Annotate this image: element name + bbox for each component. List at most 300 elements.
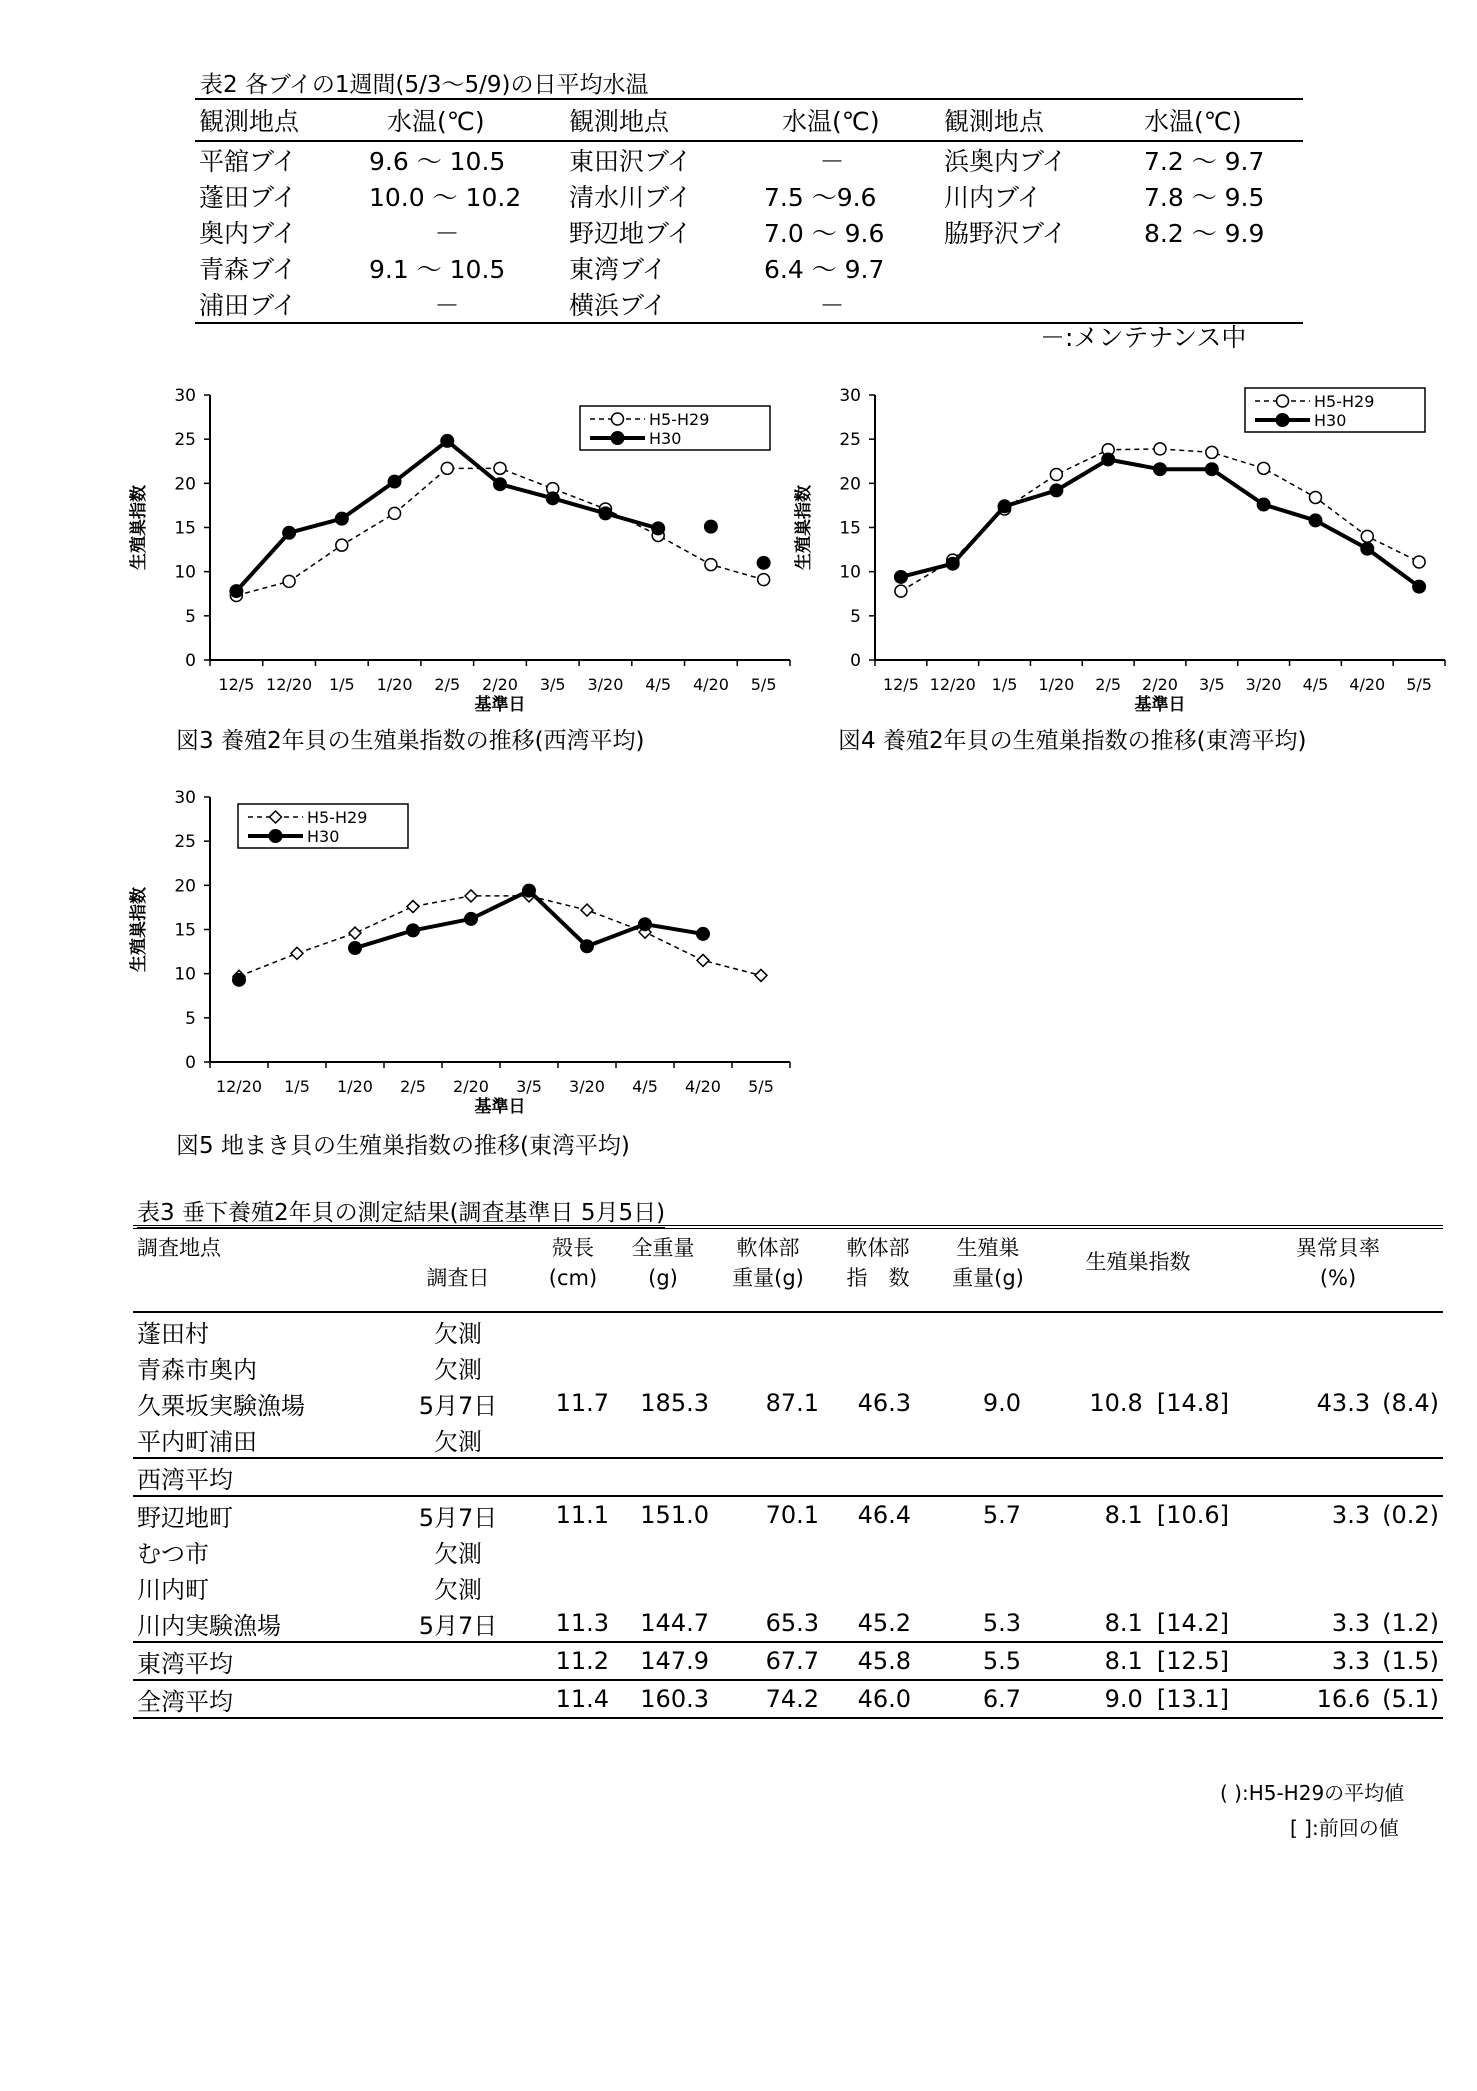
x-tick-label: 4/20 <box>1349 675 1386 694</box>
t3-softidx <box>823 1312 933 1349</box>
data-point <box>598 506 612 520</box>
data-point <box>758 574 770 586</box>
t3-site: 全湾平均 <box>133 1680 383 1718</box>
legend-marker <box>269 829 283 843</box>
data-point <box>1257 498 1271 512</box>
x-tick-label: 12/20 <box>215 1077 263 1096</box>
t3-weight <box>613 1569 713 1605</box>
x-tick-label: 1/20 <box>376 675 413 694</box>
data-point <box>1413 556 1425 568</box>
data-point <box>348 941 362 955</box>
table3-note-avg: ( ):H5-H29の平均値 <box>1220 1781 1405 1805</box>
t3-soft <box>713 1349 823 1385</box>
table2-station: 浜奥内ブイ <box>944 147 1067 176</box>
t3-gsi-cell <box>1043 1533 1233 1569</box>
t3-shell: 11.1 <box>555 1501 609 1529</box>
t3-abn-avg: (1.2) <box>1382 1609 1439 1637</box>
legend-label: H30 <box>307 827 340 846</box>
series-line-h5-h29 <box>239 896 761 976</box>
legend-label: H5-H29 <box>649 410 710 429</box>
t3-soft <box>713 1458 823 1496</box>
t3-gsi: 10.8 <box>1089 1389 1143 1417</box>
t3-h-soft-b: 重量(g) <box>732 1266 804 1290</box>
data-point <box>697 954 709 966</box>
x-axis-label: 基準日 <box>1134 695 1186 715</box>
x-tick-label: 2/5 <box>1095 675 1122 694</box>
fig5-caption: 図5 地まき貝の生殖巣指数の推移(東湾平均) <box>176 1133 630 1159</box>
t3-soft <box>713 1421 823 1458</box>
data-point <box>1101 452 1115 466</box>
table3 <box>133 1225 1443 1719</box>
y-axis-label: 生殖巣指数 <box>794 485 814 570</box>
table2-station: 野辺地ブイ <box>569 219 692 248</box>
legend-marker <box>611 431 625 445</box>
y-tick-label: 0 <box>850 651 861 671</box>
t3-shell: 11.2 <box>533 1642 613 1680</box>
y-tick-label: 20 <box>839 474 861 495</box>
t3-gonad <box>933 1421 1043 1458</box>
chart-fig5 <box>120 780 800 1135</box>
t3-weight: 160.3 <box>613 1680 713 1718</box>
data-point <box>755 969 767 981</box>
t3-site: 川内実験漁場 <box>133 1605 383 1642</box>
y-tick-label: 5 <box>850 606 861 627</box>
t3-soft: 65.3 <box>713 1605 823 1642</box>
table2-temp: － <box>819 147 845 176</box>
series-line-h30 <box>901 459 1419 586</box>
x-tick-label: 3/5 <box>539 675 566 694</box>
table3-note-prev: [ ]:前回の値 <box>1290 1816 1399 1840</box>
y-tick-label: 15 <box>174 518 196 539</box>
data-point <box>638 917 652 931</box>
y-tick-label: 10 <box>839 562 861 583</box>
t3-soft <box>713 1569 823 1605</box>
data-point <box>757 556 771 570</box>
table2-temp: 7.2 ～ 9.7 <box>1144 147 1265 176</box>
t3-gsi-cell <box>1043 1458 1233 1496</box>
data-point <box>349 927 361 939</box>
data-point <box>1360 542 1374 556</box>
t3-weight: 185.3 <box>640 1389 709 1417</box>
t3-gsi-cell <box>1043 1569 1233 1605</box>
table2-station: 脇野沢ブイ <box>944 219 1067 248</box>
table2-header: 水温(℃) <box>760 99 940 141</box>
t3-weight: 144.7 <box>613 1605 713 1642</box>
t3-abn-avg: (1.5) <box>1382 1647 1439 1675</box>
x-tick-label: 1/5 <box>284 1077 310 1096</box>
t3-date: 欠測 <box>434 1355 482 1384</box>
data-point <box>441 462 453 474</box>
x-tick-label: 12/5 <box>882 675 919 694</box>
t3-weight: 147.9 <box>613 1642 713 1680</box>
data-point <box>1206 446 1218 458</box>
x-tick-label: 12/20 <box>929 675 976 694</box>
legend-marker <box>1277 395 1289 407</box>
x-axis-label: 基準日 <box>474 695 526 715</box>
table2-temp: 9.6 ～ 10.5 <box>369 147 506 176</box>
t3-softidx <box>823 1458 933 1496</box>
data-point <box>440 434 454 448</box>
data-point <box>1258 462 1270 474</box>
data-point <box>336 539 348 551</box>
table2-station: 蓬田ブイ <box>199 183 297 212</box>
y-tick-label: 10 <box>174 964 196 985</box>
table2-temp: 7.0 ～ 9.6 <box>764 219 885 248</box>
t3-soft: 70.1 <box>765 1501 819 1529</box>
t3-gsi-prev: [12.5] <box>1156 1647 1229 1675</box>
table2-row <box>195 178 1303 214</box>
y-tick-label: 30 <box>174 788 196 808</box>
t3-gsi-cell <box>1043 1496 1233 1533</box>
y-tick-label: 25 <box>174 832 196 853</box>
t3-soft: 74.2 <box>713 1680 823 1718</box>
table3-row <box>133 1458 1443 1496</box>
t3-abn-cell <box>1233 1605 1443 1642</box>
t3-h-shell-b: (cm) <box>548 1266 598 1290</box>
table2 <box>195 98 1303 324</box>
table2-station: 清水川ブイ <box>569 183 692 212</box>
x-tick-label: 4/5 <box>632 1077 658 1096</box>
table3-row <box>133 1569 1443 1605</box>
table2-station: 東湾ブイ <box>569 255 667 284</box>
t3-gonad <box>933 1349 1043 1385</box>
t3-h-shell <box>533 1227 613 1312</box>
data-point <box>1309 491 1321 503</box>
table2-station: 川内ブイ <box>944 183 1042 212</box>
t3-softidx <box>823 1349 933 1385</box>
t3-abn-avg: (8.4) <box>1382 1389 1439 1417</box>
data-point <box>1049 483 1063 497</box>
data-point <box>406 923 420 937</box>
t3-shell: 11.7 <box>555 1389 609 1417</box>
t3-date: 5月7日 <box>383 1605 533 1642</box>
t3-gsi: 8.1 <box>1104 1647 1143 1675</box>
t3-shell <box>533 1569 613 1605</box>
data-point <box>581 904 593 916</box>
t3-softidx: 46.3 <box>857 1389 911 1417</box>
table2-temp: 10.0 ～ 10.2 <box>369 183 522 212</box>
data-point <box>493 477 507 491</box>
t3-softidx <box>823 1569 933 1605</box>
table2-temp <box>1140 250 1303 286</box>
data-point <box>282 526 296 540</box>
x-tick-label: 1/20 <box>337 1077 373 1096</box>
t3-h-softidx-a: 軟体部 <box>846 1236 910 1260</box>
table2-header: 観測地点 <box>565 99 760 141</box>
t3-shell <box>533 1458 613 1496</box>
legend-label: H5-H29 <box>1314 392 1375 411</box>
x-axis-label: 基準日 <box>474 1097 526 1117</box>
table2-temp: 6.4 ～ 9.7 <box>764 255 885 284</box>
x-tick-label: 2/20 <box>482 675 518 694</box>
t3-gsi-cell <box>1043 1642 1233 1680</box>
x-tick-label: 4/20 <box>692 675 729 694</box>
table2-temp: － <box>365 286 565 323</box>
t3-abn-cell <box>1233 1569 1443 1605</box>
t3-h-gonad-a: 生殖巣 <box>956 1236 1020 1260</box>
y-tick-label: 10 <box>174 562 196 583</box>
t3-h-abn-b: (%) <box>1319 1266 1357 1290</box>
t3-h-soft-a: 軟体部 <box>736 1236 800 1260</box>
x-tick-label: 2/20 <box>1142 675 1178 694</box>
table2-station: 平舘ブイ <box>199 147 297 176</box>
table3-title-text: 表3 垂下養殖2年貝の測定結果(調査基準日 5月5日) <box>137 1200 666 1226</box>
x-tick-label: 12/20 <box>266 675 313 694</box>
t3-h-gonad <box>933 1227 1043 1312</box>
table2-temp: － <box>434 219 460 248</box>
t3-date: 欠測 <box>434 1319 482 1348</box>
table3-row <box>133 1421 1443 1458</box>
table3-row <box>133 1385 1443 1421</box>
table2-header: 水温(℃) <box>1140 99 1303 141</box>
x-tick-label: 3/5 <box>1198 675 1225 694</box>
x-tick-label: 1/5 <box>991 675 1018 694</box>
table2-row <box>195 141 1303 178</box>
x-tick-label: 4/5 <box>1302 675 1329 694</box>
t3-softidx: 45.8 <box>823 1642 933 1680</box>
table3-row <box>133 1680 1443 1718</box>
t3-h-gsi-text: 生殖巣指数 <box>1085 1250 1191 1274</box>
t3-soft: 67.7 <box>713 1642 823 1680</box>
t3-date: 欠測 <box>383 1421 533 1458</box>
t3-shell <box>533 1533 613 1569</box>
y-tick-label: 30 <box>839 386 861 406</box>
y-tick-label: 0 <box>185 651 196 671</box>
x-tick-label: 3/20 <box>569 1077 605 1096</box>
t3-shell <box>533 1421 613 1458</box>
t3-gsi-prev: [13.1] <box>1156 1685 1229 1713</box>
data-point <box>522 884 536 898</box>
t3-h-gsi <box>1043 1227 1233 1312</box>
t3-abn-cell <box>1233 1680 1443 1718</box>
y-tick-label: 25 <box>839 430 861 451</box>
data-point <box>407 901 419 913</box>
y-tick-label: 5 <box>185 1008 196 1029</box>
t3-gsi: 8.1 <box>1104 1501 1143 1529</box>
y-axis-label: 生殖巣指数 <box>129 887 149 972</box>
y-tick-label: 5 <box>185 606 196 627</box>
data-point <box>704 520 718 534</box>
y-axis-label: 生殖巣指数 <box>129 485 149 570</box>
t3-shell <box>533 1312 613 1349</box>
t3-abn-cell <box>1233 1533 1443 1569</box>
data-point <box>388 475 402 489</box>
data-point <box>651 521 665 535</box>
table3-row <box>133 1605 1443 1642</box>
t3-h-soft <box>713 1227 823 1312</box>
t3-gsi-cell <box>1043 1349 1233 1385</box>
legend-label: H5-H29 <box>307 808 368 827</box>
y-tick-label: 20 <box>174 876 196 897</box>
t3-abn-avg: (5.1) <box>1382 1685 1439 1713</box>
data-point <box>705 559 717 571</box>
t3-weight <box>613 1533 713 1569</box>
data-point <box>229 584 243 598</box>
t3-gonad <box>933 1312 1043 1349</box>
data-point <box>998 499 1012 513</box>
t3-h-softidx-b: 指 数 <box>846 1266 910 1290</box>
t3-gonad: 5.7 <box>982 1501 1021 1529</box>
table2-station: 東田沢ブイ <box>569 147 692 176</box>
t3-site: 野辺地町 <box>137 1503 233 1532</box>
data-point <box>546 491 560 505</box>
t3-soft <box>713 1533 823 1569</box>
t3-abn-cell <box>1233 1312 1443 1349</box>
x-tick-label: 5/5 <box>748 1077 774 1096</box>
data-point <box>464 912 478 926</box>
data-point <box>1153 462 1167 476</box>
t3-site: 久栗坂実験漁場 <box>137 1391 305 1420</box>
t3-h-date-text: 調査日 <box>426 1266 490 1290</box>
t3-gonad: 5.5 <box>933 1642 1043 1680</box>
t3-gsi-prev: [14.2] <box>1156 1609 1229 1637</box>
t3-abn: 16.6 <box>1316 1685 1371 1713</box>
t3-abn-cell <box>1233 1496 1443 1533</box>
y-tick-label: 20 <box>174 474 196 495</box>
data-point <box>291 947 303 959</box>
legend-marker <box>1276 413 1290 427</box>
x-tick-label: 3/20 <box>587 675 624 694</box>
x-tick-label: 1/5 <box>328 675 355 694</box>
table3-title <box>137 1194 665 1229</box>
x-tick-label: 1/20 <box>1038 675 1075 694</box>
t3-abn-cell <box>1233 1349 1443 1385</box>
table2-row <box>195 214 1303 250</box>
table2-station: 奥内ブイ <box>199 219 297 248</box>
t3-softidx: 46.0 <box>823 1680 933 1718</box>
table3-row <box>133 1312 1443 1349</box>
fig4-caption: 図4 養殖2年貝の生殖巣指数の推移(東湾平均) <box>838 728 1307 754</box>
t3-soft: 87.1 <box>765 1389 819 1417</box>
t3-gsi-cell <box>1043 1605 1233 1642</box>
y-tick-label: 15 <box>174 920 196 941</box>
t3-weight <box>613 1312 713 1349</box>
t3-softidx <box>823 1533 933 1569</box>
t3-site: 蓬田村 <box>137 1319 209 1348</box>
y-tick-label: 30 <box>174 386 196 406</box>
t3-date <box>383 1458 533 1496</box>
t3-h-abn-a: 異常貝率 <box>1296 1236 1380 1260</box>
chart-fig4 <box>785 378 1445 715</box>
data-point <box>465 890 477 902</box>
data-point <box>1154 443 1166 455</box>
t3-abn-cell <box>1233 1421 1443 1458</box>
t3-soft <box>713 1312 823 1349</box>
t3-gsi-prev: [14.8] <box>1156 1389 1229 1417</box>
table2-station <box>940 250 1140 286</box>
data-point <box>895 585 907 597</box>
t3-weight <box>613 1421 713 1458</box>
chart-fig3 <box>120 378 800 715</box>
t3-gsi-cell <box>1043 1680 1233 1718</box>
t3-gsi-cell <box>1043 1312 1233 1349</box>
y-tick-label: 0 <box>185 1053 196 1073</box>
table3-row <box>133 1496 1443 1533</box>
t3-h-weight-a: 全重量 <box>631 1236 695 1260</box>
t3-site: 青森市奥内 <box>137 1355 257 1384</box>
t3-gsi-prev: [10.6] <box>1156 1501 1229 1529</box>
data-point <box>1308 513 1322 527</box>
table2-temp: － <box>760 286 940 323</box>
t3-gonad: 9.0 <box>982 1389 1021 1417</box>
table3-row <box>133 1349 1443 1385</box>
t3-site: 川内町 <box>137 1575 209 1604</box>
t3-date: 欠測 <box>434 1575 482 1604</box>
data-point <box>1050 469 1062 481</box>
table2-station: 浦田ブイ <box>195 286 365 323</box>
t3-shell: 11.4 <box>533 1680 613 1718</box>
t3-h-site: 調査地点 <box>133 1227 383 1312</box>
data-point <box>232 973 246 987</box>
t3-gonad <box>933 1458 1043 1496</box>
t3-h-weight <box>613 1227 713 1312</box>
table2-note: －:メンテナンス中 <box>1040 323 1247 352</box>
t3-shell: 11.3 <box>533 1605 613 1642</box>
t3-date: 5月7日 <box>418 1391 498 1420</box>
data-point <box>389 507 401 519</box>
t3-gonad <box>933 1533 1043 1569</box>
t3-softidx <box>823 1421 933 1458</box>
legend-marker <box>612 413 624 425</box>
t3-h-weight-b: (g) <box>648 1266 678 1290</box>
t3-site: 平内町浦田 <box>133 1421 383 1458</box>
table2-temp: 7.5 ～9.6 <box>764 183 877 212</box>
t3-abn: 43.3 <box>1316 1389 1371 1417</box>
t3-date <box>383 1680 533 1718</box>
t3-date: 5月7日 <box>418 1503 498 1532</box>
t3-gonad: 5.3 <box>933 1605 1043 1642</box>
t3-site: 東湾平均 <box>133 1642 383 1680</box>
data-point <box>580 939 594 953</box>
t3-abn-cell <box>1233 1458 1443 1496</box>
t3-gsi: 8.1 <box>1104 1609 1143 1637</box>
t3-h-date <box>383 1227 533 1312</box>
t3-softidx: 46.4 <box>857 1501 911 1529</box>
t3-shell <box>533 1349 613 1385</box>
data-point <box>946 557 960 571</box>
t3-gsi-cell <box>1043 1385 1233 1421</box>
x-tick-label: 3/5 <box>516 1077 542 1096</box>
x-tick-label: 2/5 <box>434 675 461 694</box>
t3-date <box>383 1642 533 1680</box>
data-point <box>894 570 908 584</box>
table2-temp: 9.1 ～ 10.5 <box>369 255 506 284</box>
t3-abn: 3.3 <box>1331 1501 1371 1529</box>
table3-row <box>133 1642 1443 1680</box>
t3-gonad <box>933 1569 1043 1605</box>
data-point <box>1205 462 1219 476</box>
t3-site: むつ市 <box>137 1539 209 1568</box>
fig3-caption: 図3 養殖2年貝の生殖巣指数の推移(西湾平均) <box>176 728 645 754</box>
table2-temp: 8.2 ～ 9.9 <box>1144 219 1265 248</box>
table2-title: 表2 各ブイの1週間(5/3～5/9)の日平均水温 <box>200 72 649 98</box>
t3-h-abn <box>1233 1227 1443 1312</box>
data-point <box>696 927 710 941</box>
x-tick-label: 2/5 <box>400 1077 426 1096</box>
x-tick-label: 3/20 <box>1245 675 1282 694</box>
table2-station: 横浜ブイ <box>565 286 760 323</box>
data-point <box>1361 530 1373 542</box>
t3-softidx: 45.2 <box>823 1605 933 1642</box>
table3-row <box>133 1533 1443 1569</box>
x-tick-label: 5/5 <box>1406 675 1432 694</box>
t3-abn: 3.3 <box>1331 1647 1371 1675</box>
t3-abn-cell <box>1233 1642 1443 1680</box>
t3-h-shell-a: 殻長 <box>552 1236 594 1260</box>
x-tick-label: 4/5 <box>645 675 672 694</box>
table2-temp: 7.8 ～ 9.5 <box>1144 183 1265 212</box>
t3-weight: 151.0 <box>640 1501 709 1529</box>
